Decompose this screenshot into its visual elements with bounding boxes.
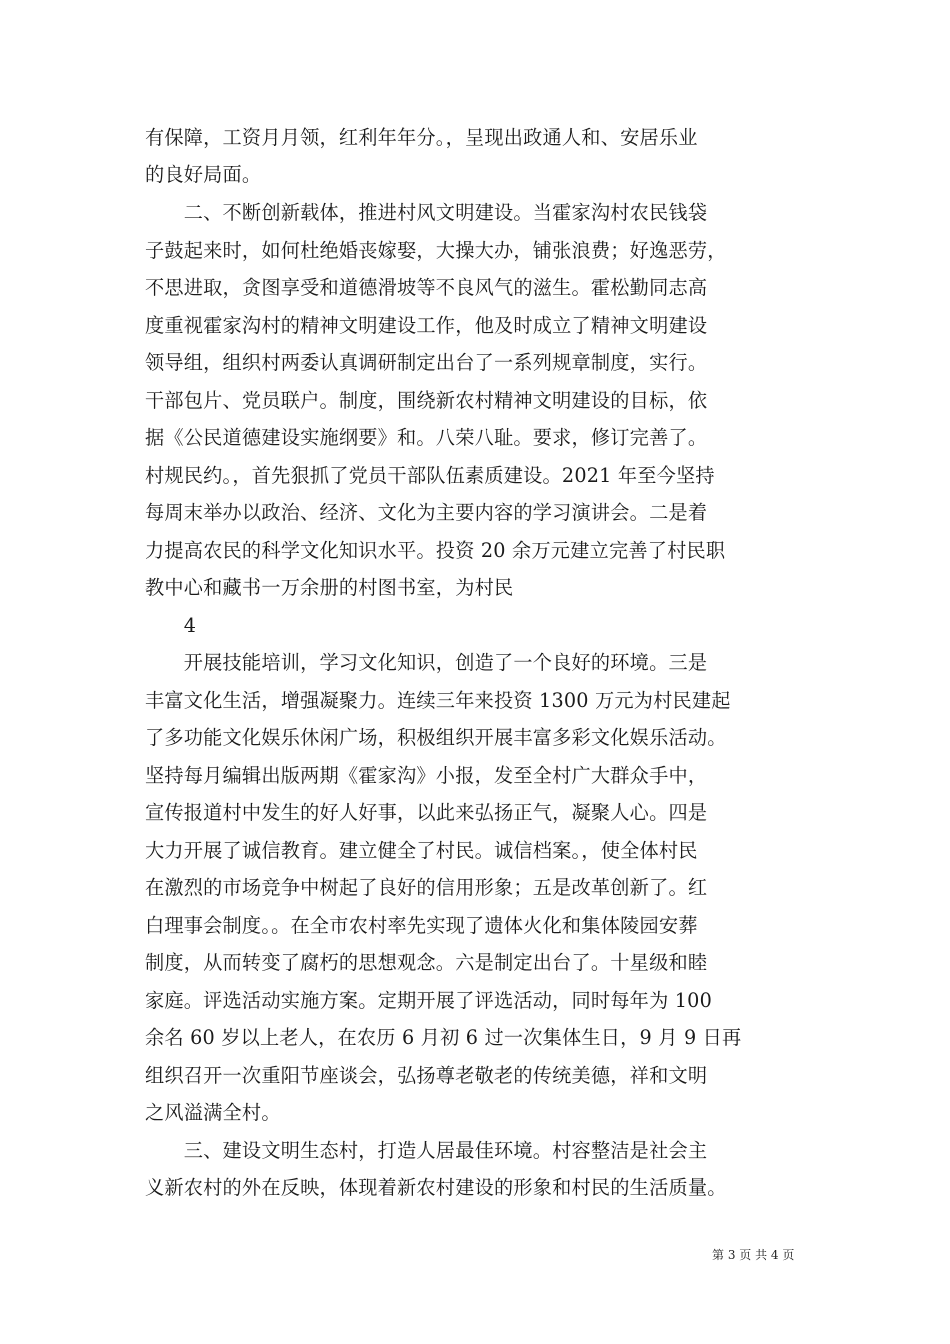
text-line: 子鼓起来时，如何杜绝婚丧嫁娶，大操大办，铺张浪费；好逸恶劳， (145, 239, 727, 262)
text-line: 有保障，工资月月领，红利年年分。，呈现出政通人和、安居乐业 (145, 126, 698, 149)
text-line: 在激烈的市场竞争中树起了良好的信用形象；五是改革创新了。红 (145, 876, 708, 899)
text-line: 大力开展了诚信教育。建立健全了村民。诚信档案。，使全体村民 (145, 839, 698, 862)
page-footer: 第 3 页 共 4 页 (712, 1248, 795, 1262)
text-line: 开展技能培训，学习文化知识，创造了一个良好的环境。三是 (145, 651, 708, 674)
text-line: 力提高农民的科学文化知识水平。投资 20 余万元建立完善了村民职 (145, 539, 726, 562)
text-line: 白理事会制度。。在全市农村率先实现了遗体火化和集体陵园安葬 (145, 914, 698, 937)
text-line: 家庭。评选活动实施方案。定期开展了评选活动，同时每年为 100 (145, 989, 712, 1012)
text-line: 领导组，组织村两委认真调研制定出台了一系列规章制度，实行。 (145, 351, 708, 374)
text-line: 丰富文化生活，增强凝聚力。连续三年来投资 1300 万元为村民建起 (145, 689, 731, 712)
text-line: 干部包片、党员联户。制度，围绕新农村精神文明建设的目标，依 (145, 389, 708, 412)
page-number-marker: 4 (145, 614, 197, 637)
text-line: 每周末举办以政治、经济、文化为主要内容的学习演讲会。二是着 (145, 501, 708, 524)
text-line: 制度，从而转变了腐朽的思想观念。六是制定出台了。十星级和睦 (145, 951, 708, 974)
text-line: 不思进取，贪图享受和道德滑坡等不良风气的滋生。霍松勤同志高 (145, 276, 708, 299)
text-line: 的良好局面。 (145, 163, 262, 186)
text-line: 三、建设文明生态村，打造人居最佳环境。村容整洁是社会主 (145, 1139, 708, 1162)
text-line: 义新农村的外在反映，体现着新农村建设的形象和村民的生活质量。 (145, 1176, 727, 1199)
text-line: 度重视霍家沟村的精神文明建设工作，他及时成立了精神文明建设 (145, 314, 708, 337)
text-line: 村规民约。，首先狠抓了党员干部队伍素质建设。2021 年至今坚持 (145, 464, 715, 487)
text-line: 二、不断创新载体，推进村风文明建设。当霍家沟村农民钱袋 (145, 201, 708, 224)
text-line: 组织召开一次重阳节座谈会，弘扬尊老敬老的传统美德，祥和文明 (145, 1064, 708, 1087)
text-line: 据《公民道德建设实施纲要》和。八荣八耻。要求，修订完善了。 (145, 426, 708, 449)
text-line: 教中心和藏书一万余册的村图书室，为村民 (145, 576, 514, 599)
text-line: 之风溢满全村。 (145, 1101, 281, 1124)
text-line: 宣传报道村中发生的好人好事，以此来弘扬正气，凝聚人心。四是 (145, 801, 708, 824)
text-line: 余名 60 岁以上老人，在农历 6 月初 6 过一次集体生日，9 月 9 日再 (145, 1026, 742, 1049)
text-line: 坚持每月编辑出版两期《霍家沟》小报，发至全村广大群众手中， (145, 764, 708, 787)
text-line: 了多功能文化娱乐休闲广场，积极组织开展丰富多彩文化娱乐活动。 (145, 726, 727, 749)
